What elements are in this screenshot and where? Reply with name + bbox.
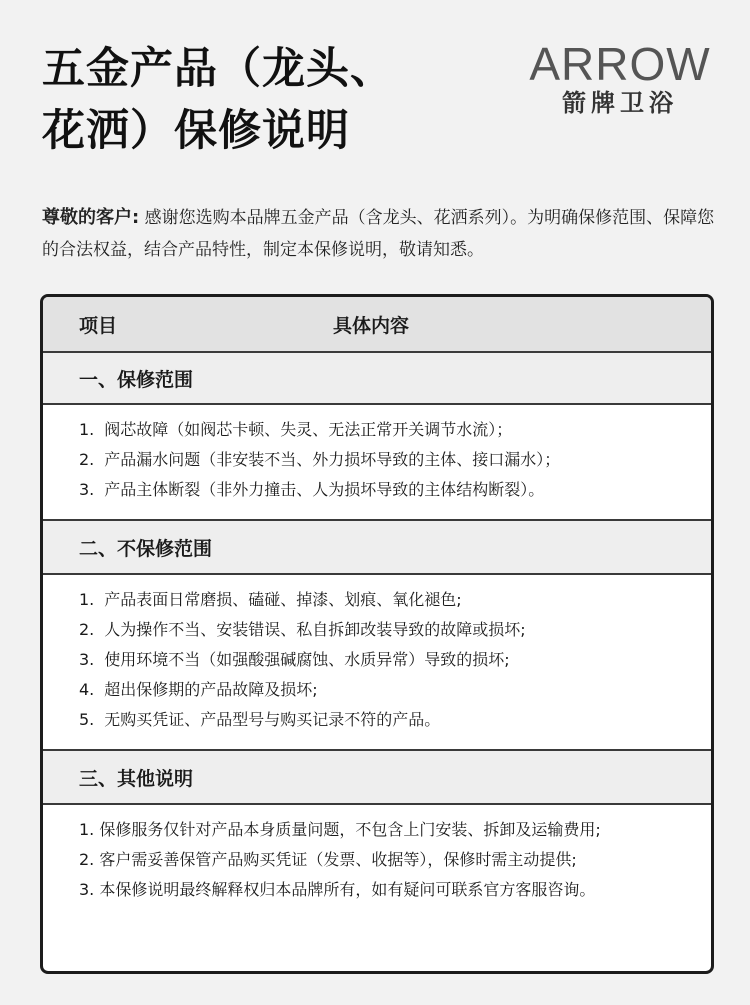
section-heading-other-notes: 三、其他说明 xyxy=(43,751,711,805)
item-number: 1. xyxy=(79,590,95,609)
page-title xyxy=(42,38,394,162)
item-number: 2. xyxy=(79,620,95,639)
section-body-other-notes xyxy=(43,805,711,913)
list-item xyxy=(43,705,711,735)
item-text: 产品漏水问题（非安装不当、外力损坏导致的主体、接口漏水）； xyxy=(104,450,561,469)
header-item: 项目 xyxy=(79,314,118,337)
list-item xyxy=(43,875,711,905)
list-item xyxy=(43,815,711,845)
item-number: 1. xyxy=(79,820,95,839)
item-text: 超出保修期的产品故障及损坏; xyxy=(104,680,318,699)
item-text: 阀芯故障（如阀芯卡顿、失灵、无法正常开关调节水流）； xyxy=(104,420,513,439)
item-text: 使用环境不当（如强酸强碱腐蚀、水质异常）导致的损坏; xyxy=(104,650,510,669)
item-number: 2. xyxy=(79,850,95,869)
section-heading-coverage: 一、保修范围 xyxy=(43,353,711,405)
item-number: 5. xyxy=(79,710,95,729)
section-body-coverage xyxy=(43,405,711,521)
section-body-exclusions xyxy=(43,575,711,751)
intro-greeting: 尊敬的客户: xyxy=(42,207,140,228)
item-text: 无购买凭证、产品型号与购买记录不符的产品。 xyxy=(104,710,441,729)
item-number: 3. xyxy=(79,480,95,499)
item-text: 本保修说明最终解释权归本品牌所有，如有疑问可联系官方客服咨询。 xyxy=(99,880,596,899)
list-item xyxy=(43,615,711,645)
intro-text: 感谢您选购本品牌五金产品（含龙头、花洒系列）。为明确保修范围、保障您的合法权益，结合产品特性，制定本保修说明，敬请知悉。 xyxy=(42,208,715,260)
item-number: 3. xyxy=(79,650,95,669)
item-text: 人为操作不当、安装错误、私自拆卸改装导致的故障或损坏; xyxy=(104,620,526,639)
warranty-table xyxy=(40,294,714,974)
item-number: 1. xyxy=(79,420,95,439)
item-number: 3. xyxy=(79,880,95,899)
list-item xyxy=(43,675,711,705)
list-item xyxy=(43,445,711,475)
brand-logo xyxy=(520,40,720,118)
item-number: 4. xyxy=(79,680,95,699)
header-content: 具体内容 xyxy=(333,314,410,337)
item-number: 2. xyxy=(79,450,95,469)
logo-chinese-name: 箭牌卫浴 xyxy=(562,89,678,117)
logo-wordmark: ARROW xyxy=(529,38,711,90)
item-text: 保修服务仅针对产品本身质量问题，不包含上门安装、拆卸及运输费用; xyxy=(99,820,601,839)
item-text: 客户需妥善保管产品购买凭证（发票、收据等），保修时需主动提供; xyxy=(99,850,577,869)
list-item xyxy=(43,585,711,615)
item-text: 产品表面日常磨损、磕碰、掉漆、划痕、氧化褪色; xyxy=(104,590,462,609)
title-line-1: 五金产品（龙头、 xyxy=(42,44,394,94)
title-line-2: 花洒）保修说明 xyxy=(42,106,350,156)
section-heading-exclusions: 二、不保修范围 xyxy=(43,521,711,575)
list-item xyxy=(43,645,711,675)
list-item xyxy=(43,845,711,875)
list-item xyxy=(43,415,711,445)
intro-paragraph xyxy=(42,202,722,266)
item-text: 产品主体断裂（非外力撞击、人为损坏导致的主体结构断裂）。 xyxy=(104,480,545,499)
table-header xyxy=(43,297,711,353)
list-item xyxy=(43,475,711,505)
